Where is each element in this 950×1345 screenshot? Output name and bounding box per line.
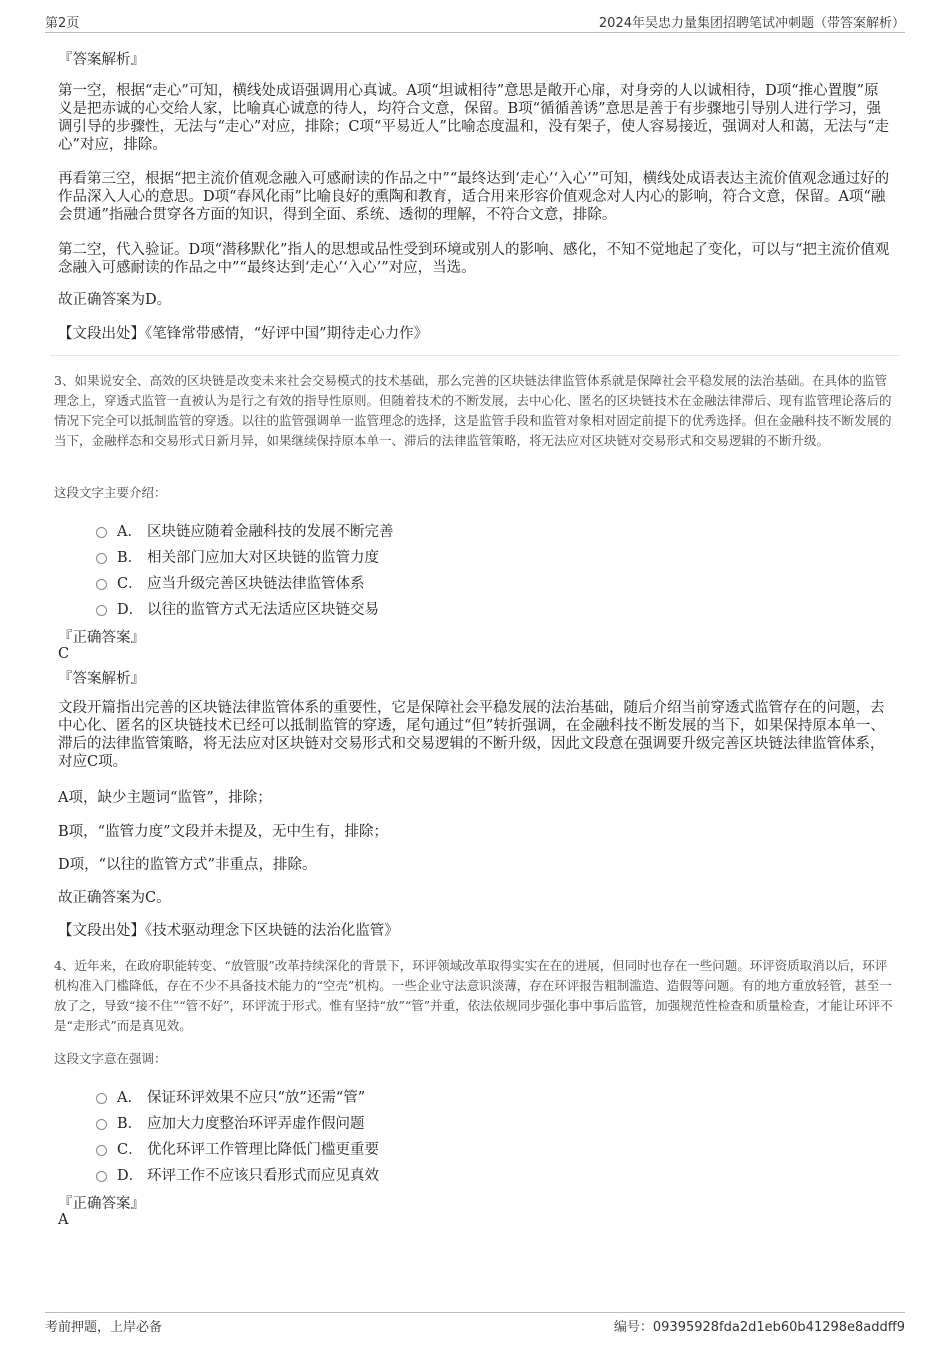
- radio-icon[interactable]: [96, 1093, 107, 1104]
- radio-icon[interactable]: [96, 1171, 107, 1182]
- q2-analysis-para3: 第二空，代入验证。D项“潜移默化”指人的思想或品性受到环境或别人的影响、感化，不知不觉地起了变化，可以与“把主流价值观念融入可感耐读的作品之中”“最终达到‘走心’‘入心’”对应，当选。: [58, 242, 890, 276]
- q4-answer-label: 『正确答案』: [58, 1196, 145, 1212]
- option-letter: B．: [117, 1116, 143, 1132]
- radio-icon[interactable]: [96, 1119, 107, 1130]
- q3-option-a[interactable]: [96, 520, 394, 541]
- q3-note-d: D项，“以往的监管方式”非重点，排除。: [58, 857, 317, 873]
- q4-option-d[interactable]: [96, 1164, 379, 1185]
- option-text: 相关部门应加大对区块链的监管力度: [147, 550, 379, 566]
- q3-prompt: 这段文字主要介绍：: [54, 485, 167, 500]
- footer-slogan: 考前押题，上岸必备: [45, 1320, 163, 1335]
- q3-note-a: A项，缺少主题词“监管”，排除；: [58, 790, 272, 806]
- q4-prompt: 这段文字意在强调：: [54, 1051, 167, 1066]
- option-text: 以往的监管方式无法适应区块链交易: [147, 602, 379, 618]
- q3-option-c[interactable]: [96, 572, 365, 593]
- q3-answer-label: 『正确答案』: [58, 630, 145, 646]
- option-letter: A．: [117, 1090, 142, 1106]
- option-text: 区块链应随着金融科技的发展不断完善: [147, 524, 394, 540]
- q3-answer: C: [58, 646, 70, 662]
- option-letter: D．: [117, 1168, 144, 1184]
- q2-source: 【文段出处】《笔锋常带感情，“好评中国”期待走心力作》: [58, 326, 429, 342]
- document-title: 2024年吴忠力量集团招聘笔试冲刺题（带答案解析）: [598, 16, 905, 31]
- q3-source: 【文段出处】《技术驱动理念下区块链的法治化监管》: [58, 923, 399, 939]
- radio-icon[interactable]: [96, 1145, 107, 1156]
- option-text: 保证环评效果不应只“放”还需“管”: [147, 1090, 366, 1106]
- q4-stem: 4、近年来，在政府职能转变、“放管服”改革持续深化的背景下，环评领域改革取得实实在在的进展，但同时也存在一些问题。环评资质取消以后，环评机构准入门槛降低，存在不少不具备技术能力的“空壳”机构。一些企业守法意识淡薄，存在环评报告粗制滥造、造假等问题。有的地方重放轻管，甚至一放了之，导致“接不住”“管不好”，环评流于形式。惟有坚持“放”“管”并重，依法依规同步强化事中事后监管，加强规范性检查和质量检查，才能让环评不是“走形式”而是真见效。: [54, 958, 893, 1033]
- divider: [50, 355, 900, 356]
- option-letter: A．: [117, 524, 142, 540]
- q2-conclusion: 故正确答案为D。: [58, 292, 172, 308]
- q4-option-a[interactable]: [96, 1086, 365, 1107]
- option-letter: C．: [117, 1142, 143, 1158]
- q3-analysis: 文段开篇指出完善的区块链法律监管体系的重要性，它是保障社会平稳发展的法治基础，随后介绍当前穿透式监管存在的问题，去中心化、匿名的区块链技术已经可以抵制监管的穿透，尾句通过“但”转折强调，在金融科技不断发展的当下，如果保持原本单一、滞后的法律监管策略，将无法应对区块链对交易形式和交易逻辑的不断升级，因此文段意在强调要升级完善区块链法律监管体系，对应C项。: [58, 700, 885, 770]
- page-header: [45, 10, 905, 33]
- option-text: 环评工作不应该只看形式而应见真效: [147, 1168, 379, 1184]
- page-number: 第2页: [45, 16, 80, 31]
- document-id: 编号：09395928fda2d1eb60b41298e8addff9: [613, 1320, 905, 1335]
- option-text: 应加大力度整治环评弄虚作假问题: [147, 1116, 365, 1132]
- q4-answer: A: [58, 1212, 69, 1228]
- q2-analysis-para1: 第一空，根据“走心”可知，横线处成语强调用心真诚。A项“坦诚相待”意思是敞开心扉，对身旁的人以诚相待，D项“推心置腹”原义是把赤诚的心交给人家，比喻真心诚意的待人，均符合文意，保留。B项“循循善诱”意思是善于有步骤地引导别人进行学习，强调引导的步骤性，无法与“走心”对应，排除；C项“平易近人”比喻态度温和，没有架子，使人容易接近，强调对人和蔼，无法与“走心”对应，排除。: [58, 83, 890, 153]
- q3-stem: 3、如果说安全、高效的区块链是改变未来社会交易模式的技术基础，那么完善的区块链法律监管体系就是保障社会平稳发展的法治基础。在具体的监管理念上，穿透式监管一直被认为是行之有效的指导性原则。但随着技术的不断发展，去中心化、匿名的区块链技术在金融法律滞后、现有监管理论落后的情况下完全可以抵制监管的穿透。以往的监管强调单一监管理念的选择，这是监管手段和监管对象相对固定前提下的优秀选择。但在金融科技不断发展的当下，金融样态和交易形式日新月异，如果继续保持原本单一、滞后的法律监管策略，将无法应对区块链对交易形式和交易逻辑的不断升级。: [54, 373, 892, 448]
- option-text: 优化环评工作管理比降低门槛更重要: [147, 1142, 379, 1158]
- q3-analysis-label: 『答案解析』: [58, 671, 145, 687]
- q3-conclusion: 故正确答案为C。: [58, 890, 171, 906]
- q2-analysis-label: 『答案解析』: [58, 52, 145, 68]
- option-text: 应当升级完善区块链法律监管体系: [147, 576, 365, 592]
- q2-analysis-para2: 再看第三空，根据“把主流价值观念融入可感耐读的作品之中”“最终达到‘走心’‘入心’”可知，横线处成语表达主流价值观念通过好的作品深入人心的意思。D项“春风化雨”比喻良好的熏陶和教育，适合用来形容价值观念对人内心的影响，符合文意，保留。A项“融会贯通”指融合贯穿各方面的知识，得到全面、系统、透彻的理解，不符合文意，排除。: [58, 171, 890, 223]
- option-letter: C．: [117, 576, 143, 592]
- radio-icon[interactable]: [96, 605, 107, 616]
- q3-note-b: B项，“监管力度”文段并未提及，无中生有，排除；: [58, 824, 388, 840]
- page-footer: [45, 1312, 905, 1335]
- q3-option-b[interactable]: [96, 546, 379, 567]
- radio-icon[interactable]: [96, 527, 107, 538]
- radio-icon[interactable]: [96, 553, 107, 564]
- option-letter: D．: [117, 602, 144, 618]
- q3-option-d[interactable]: [96, 598, 379, 619]
- option-letter: B．: [117, 550, 143, 566]
- q4-option-b[interactable]: [96, 1112, 365, 1133]
- q4-option-c[interactable]: [96, 1138, 379, 1159]
- radio-icon[interactable]: [96, 579, 107, 590]
